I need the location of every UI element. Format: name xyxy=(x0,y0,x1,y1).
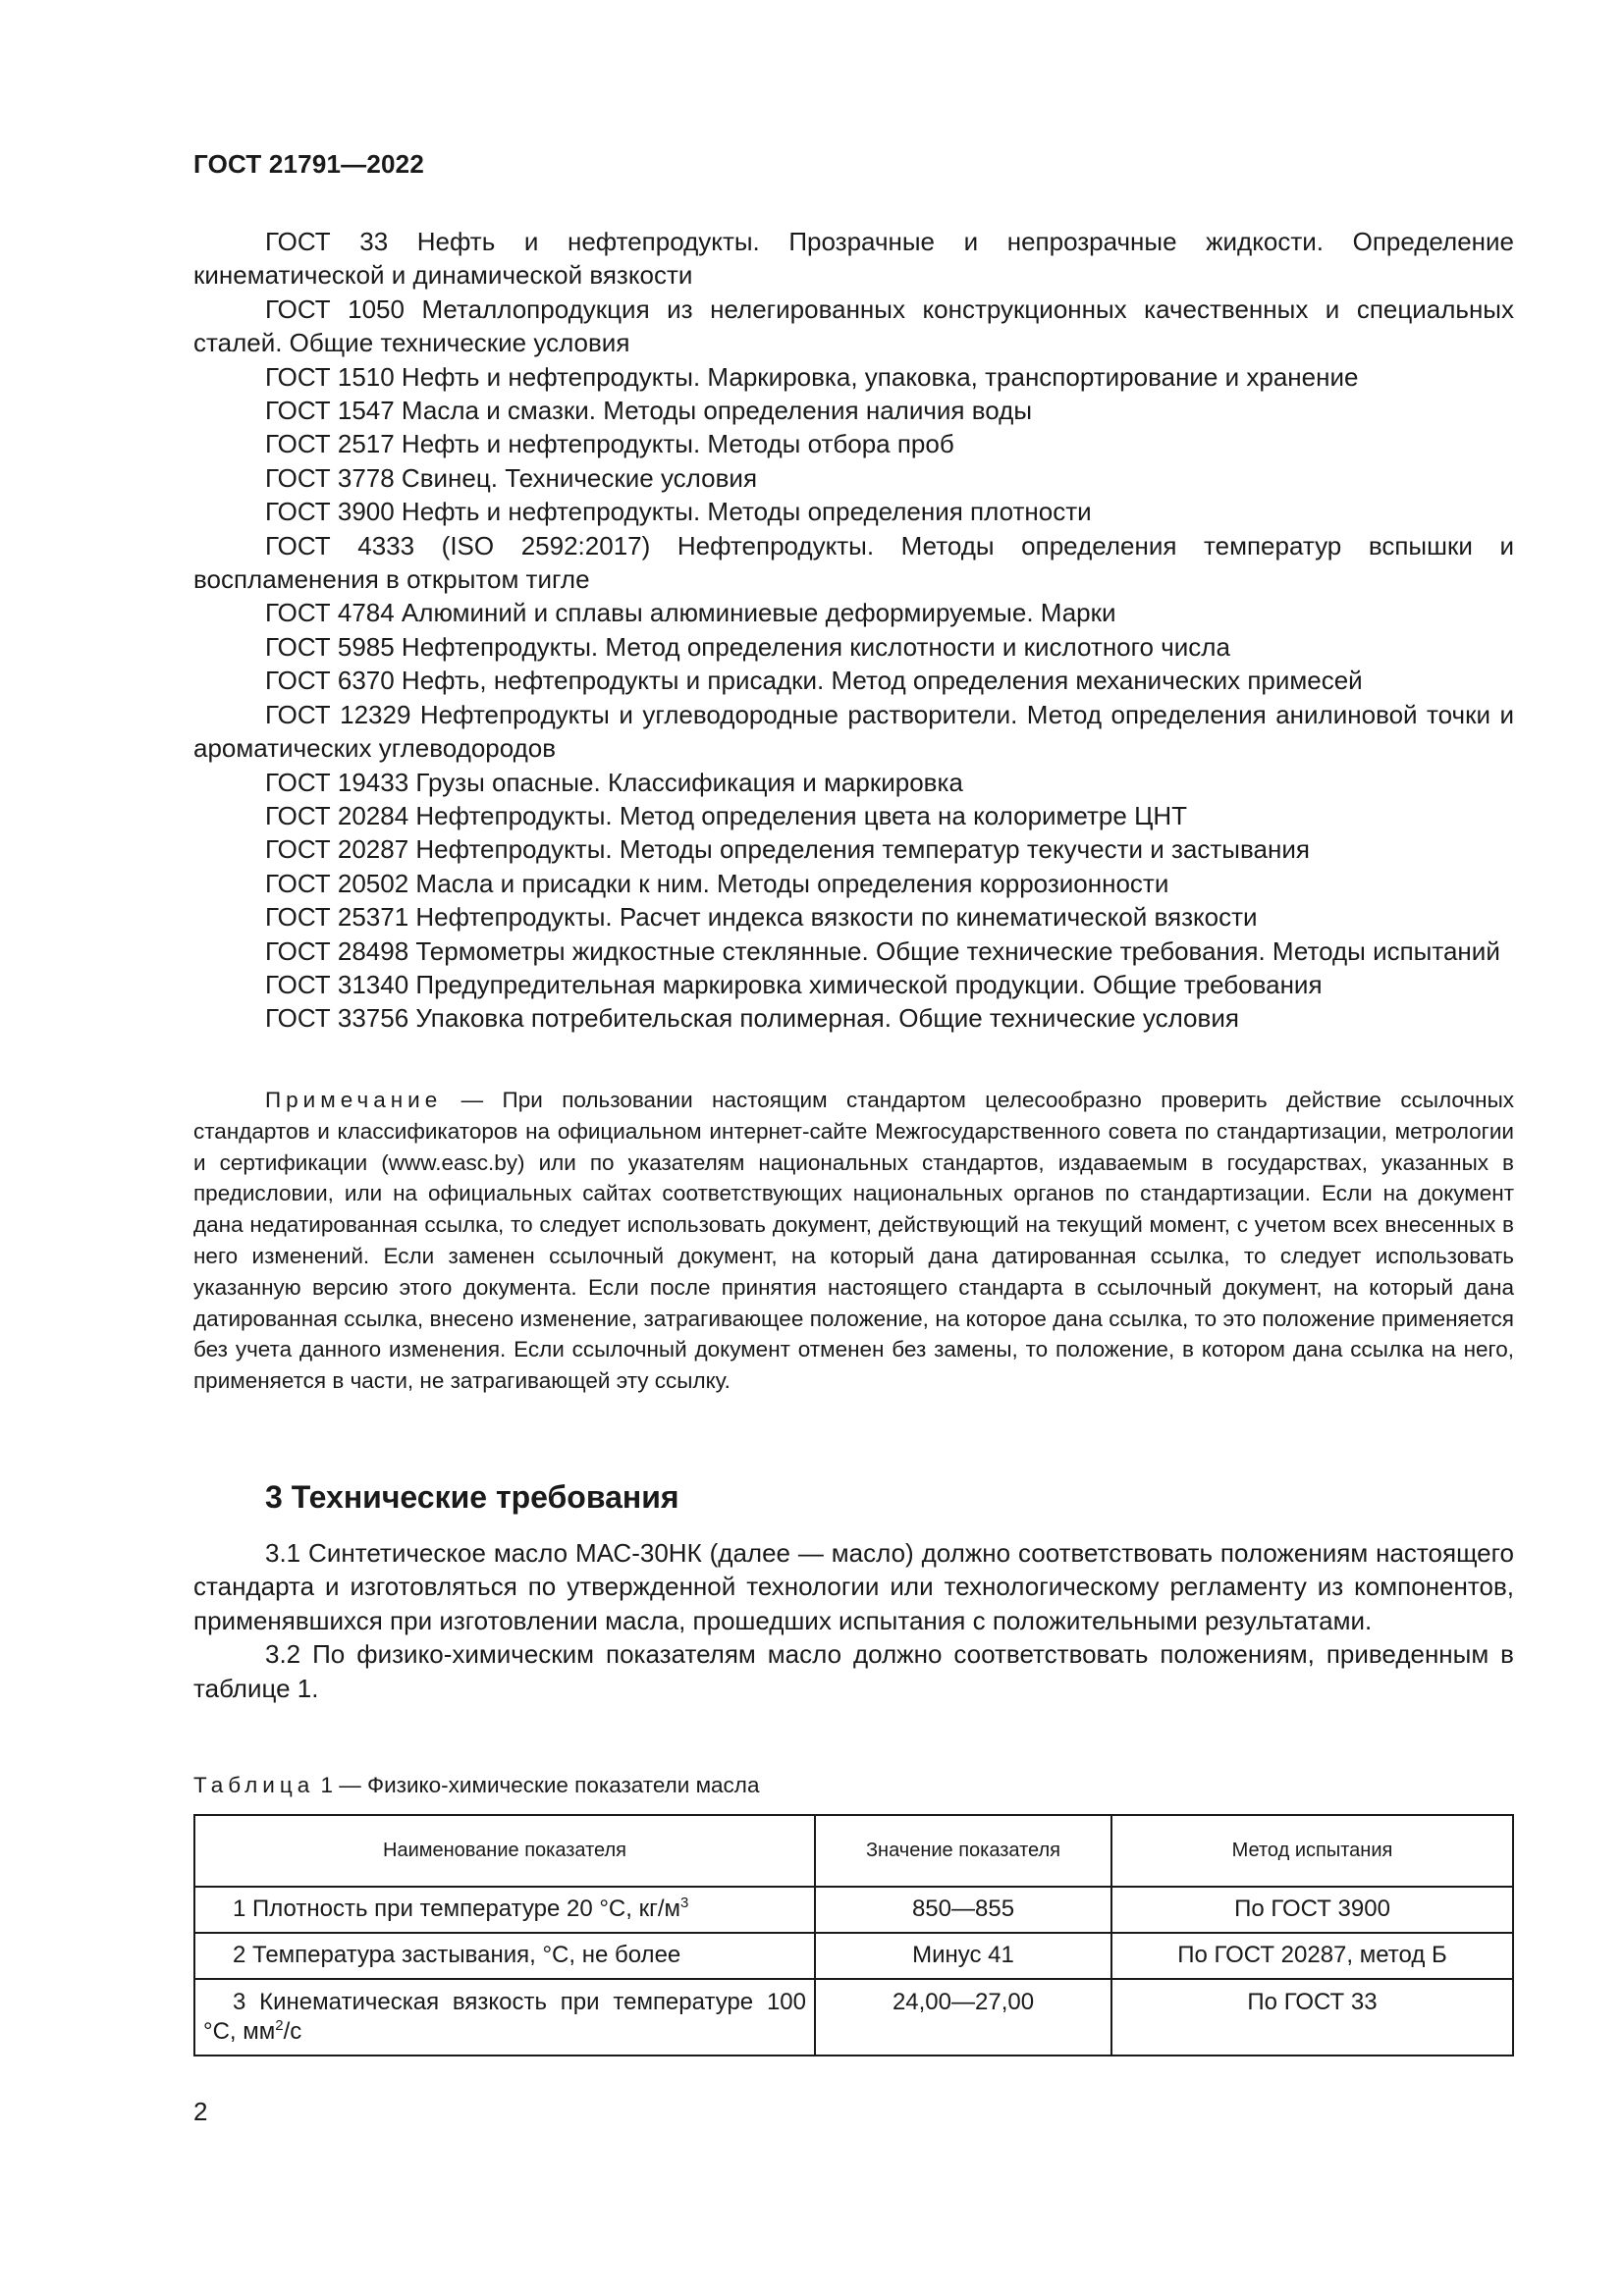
reference-item: ГОСТ 20284 Нефтепродукты. Метод определения цвета на колориметре ЦНТ xyxy=(265,800,1187,830)
document-code: ГОСТ 21791—2022 xyxy=(193,149,424,179)
reference-item: ГОСТ 33 Нефть и нефтепродукты. Прозрачные и непрозрачные жидкости. Определение кинематической и динамической вязкости xyxy=(193,227,1514,291)
reference-item: ГОСТ 20287 Нефтепродукты. Методы определения температур текучести и застывания xyxy=(265,834,1310,865)
note-text: — При пользовании настоящим стандартом целесообразно проверить действие ссылочных стандартов и классификаторов на официальном интернет-сайте Межгосударственного совета по стандартизации, метрологии и сертификации (www.easc.by) или по указателям национальных стандартов, издаваемым в государствах, указанных в предисловии, или на официальных сайтах соответствующих национальных органов по стандартизации. Если на документ дана недатированная ссылка, то следует использовать документ, действующий на текущий момент, с учетом всех внесенных в него изменений. Если заменен ссылочный документ, на который дана датированная ссылка, то следует использовать указанную версию этого документа. Если после принятия настоящего стандарта в ссылочный документ, на который дана датированная ссылка, внесено изменение, затрагивающее положение, на которое дана ссылка, то это положение применяется без учета данного изменения. Если ссылочный документ отменен без замены, то положение, в котором дана ссылка на него, применяется в части, не затрагивающей эту ссылку. xyxy=(193,1088,1514,1394)
unit-superscript: 2 xyxy=(275,2017,284,2034)
page-number: 2 xyxy=(193,2097,208,2126)
property-value-cell: 24,00—27,00 xyxy=(815,1979,1111,2056)
property-name: 1 Плотность при температуре 20 °С, кг/м xyxy=(233,1896,681,1922)
reference-item: ГОСТ 3778 Свинец. Технические условия xyxy=(265,462,758,493)
property-value-cell: 850—855 xyxy=(815,1887,1111,1933)
table-row xyxy=(194,1887,1513,1933)
property-name-cell xyxy=(194,1979,815,2056)
table-row xyxy=(194,1933,1513,1979)
table-caption xyxy=(193,1773,759,1798)
reference-item: ГОСТ 3900 Нефть и нефтепродукты. Методы определения плотности xyxy=(265,497,1092,527)
property-value-cell: Минус 41 xyxy=(815,1933,1111,1979)
reference-item: ГОСТ 1050 Металлопродукция из нелегированных конструкционных качественных и специальных сталей. Общие технические условия xyxy=(193,294,1514,358)
clause-paragraph: 3.1 Синтетическое масло МАС-30НК (далее — масло) должно соответствовать положениям настоящего стандарта и изготовляться по утвержденной технологии или технологическому регламенту из компонентов, применявшихся при изготовлении масла, прошедших испытания с положительными результатами. xyxy=(193,1538,1514,1635)
property-name-cell xyxy=(194,1933,815,1979)
reference-item: ГОСТ 4333 (ISO 2592:2017) Нефтепродукты. Методы определения температур вспышки и воспламенения в открытом тигле xyxy=(193,530,1514,595)
reference-item: ГОСТ 1547 Масла и смазки. Методы определения наличия воды xyxy=(265,396,1033,426)
reference-item: ГОСТ 33756 Упаковка потребительская полимерная. Общие технические условия xyxy=(265,1003,1239,1034)
property-name-cell xyxy=(194,1887,815,1933)
table-caption-label: Таблица xyxy=(193,1773,315,1797)
reference-item: ГОСТ 5985 Нефтепродукты. Метод определения кислотности и кислотного числа xyxy=(265,631,1230,662)
reference-item: ГОСТ 25371 Нефтепродукты. Расчет индекса вязкости по кинематической вязкости xyxy=(265,902,1258,933)
reference-item: ГОСТ 1510 Нефть и нефтепродукты. Маркировка, упаковка, транспортирование и хранение xyxy=(265,361,1359,392)
reference-item: ГОСТ 28498 Термометры жидкостные стеклянные. Общие технические требования. Методы испытаний xyxy=(265,935,1500,966)
table-header-row xyxy=(194,1815,1513,1887)
section-heading: 3 Технические требования xyxy=(265,1479,679,1515)
column-header-name: Наименование показателя xyxy=(194,1815,815,1887)
reference-item: ГОСТ 20502 Масла и присадки к ним. Методы определения коррозионности xyxy=(265,868,1169,898)
section-body xyxy=(193,1536,1514,1705)
table-caption-text: 1 — Физико-химические показатели масла xyxy=(314,1773,760,1797)
properties-table xyxy=(193,1814,1514,2056)
reference-item: ГОСТ 4784 Алюминий и сплавы алюминиевые деформируемые. Марки xyxy=(265,598,1116,628)
reference-item: ГОСТ 12329 Нефтепродукты и углеводородные растворители. Метод определения анилиновой точки и ароматических углеводородов xyxy=(193,699,1514,764)
column-header-method: Метод испытания xyxy=(1111,1815,1513,1887)
property-name: 2 Температура застывания, °С, не более xyxy=(233,1942,681,1968)
test-method-cell: По ГОСТ 20287, метод Б xyxy=(1111,1933,1513,1979)
reference-item: ГОСТ 2517 Нефть и нефтепродукты. Методы отбора проб xyxy=(265,429,954,459)
unit-superscript: 3 xyxy=(680,1895,689,1911)
normative-references-list xyxy=(193,225,1514,1036)
column-header-value: Значение показателя xyxy=(815,1815,1111,1887)
clause-paragraph: 3.2 По физико-химическим показателям масло должно соответствовать положениям, приведенным в таблице 1. xyxy=(193,1639,1514,1703)
reference-item: ГОСТ 19433 Грузы опасные. Классификация и маркировка xyxy=(265,767,963,797)
reference-item: ГОСТ 6370 Нефть, нефтепродукты и присадки. Метод определения механических примесей xyxy=(265,666,1363,696)
property-name-suffix: /с xyxy=(283,2018,302,2045)
property-name: 3 Кинематическая вязкость при температуре 100 °С, мм xyxy=(203,1989,806,2045)
note-label: Примечание xyxy=(265,1088,443,1112)
table-row xyxy=(194,1979,1513,2056)
note-paragraph xyxy=(193,1085,1514,1397)
test-method-cell: По ГОСТ 33 xyxy=(1111,1979,1513,2056)
test-method-cell: По ГОСТ 3900 xyxy=(1111,1887,1513,1933)
reference-item: ГОСТ 31340 Предупредительная маркировка химической продукции. Общие требования xyxy=(265,969,1323,999)
